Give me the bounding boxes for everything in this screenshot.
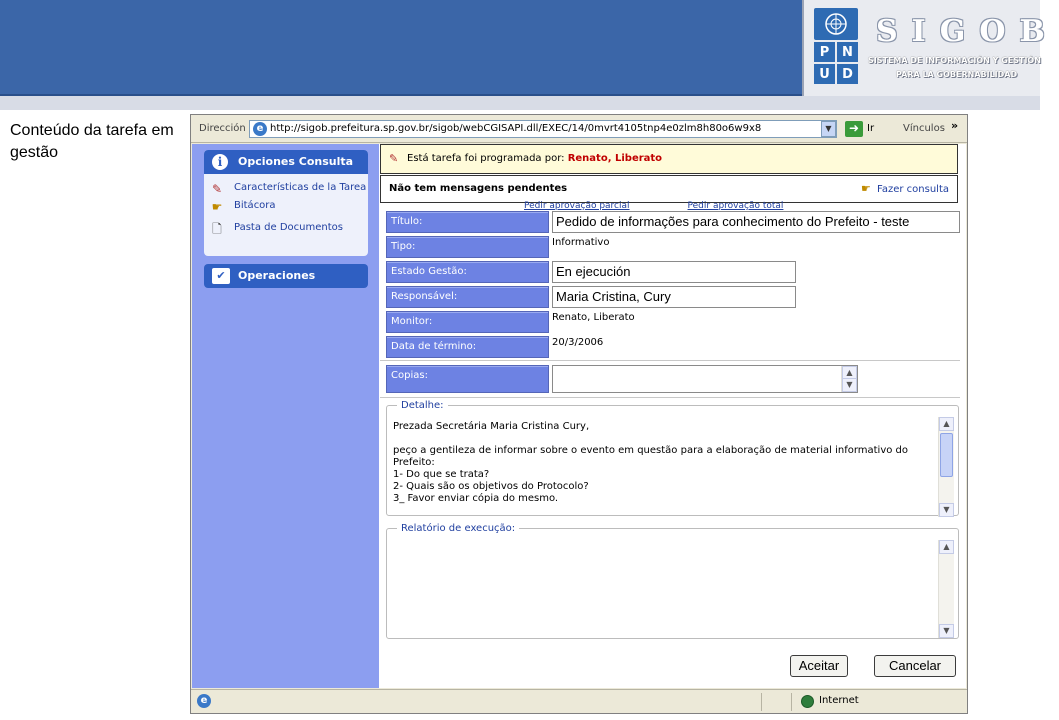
total-approval-link[interactable]: Pedir aprovação total (687, 201, 784, 211)
sidebar-item-label: Pasta de Documentos (234, 222, 343, 233)
address-bar (191, 115, 967, 143)
page-content (192, 144, 966, 688)
edit-icon: ✎ (211, 182, 223, 196)
type-value: Informativo (552, 237, 610, 248)
copies-field[interactable] (552, 365, 858, 393)
accept-button[interactable]: Aceitar (790, 655, 848, 677)
sigob-title: SIGOB (876, 14, 1059, 49)
chevron-right-icon[interactable]: » (951, 119, 959, 132)
slide-caption: Conteúdo da tarefa em gestão (10, 122, 174, 161)
report-box (386, 523, 959, 639)
task-form (380, 144, 966, 688)
scroll-up-icon[interactable]: ▲ (939, 417, 954, 431)
links-button[interactable]: Vínculos (903, 123, 945, 134)
options-panel-header[interactable] (204, 150, 368, 174)
ie-page-icon: e (253, 122, 267, 136)
report-legend: Relatório de execução: (401, 523, 516, 534)
status-field[interactable]: En ejecución (552, 261, 796, 283)
address-input[interactable]: http://sigob.prefeitura.sp.gov.br/sigob/webCGISAPI.dll/EXEC/14/0mvrt4105tnp4e0zlm8h80o6w9x8 (249, 120, 837, 138)
status-separator (791, 693, 792, 711)
cancel-button[interactable]: Cancelar (874, 655, 956, 677)
detail-legend: Detalhe: (401, 400, 444, 411)
checklist-icon: ✔ (212, 268, 230, 284)
type-label: Tipo: (386, 236, 549, 258)
header-band (0, 96, 1040, 110)
scrollbar[interactable] (841, 366, 857, 392)
browser-window (190, 114, 968, 714)
pointer-hand-icon: ☛ (211, 200, 223, 214)
security-zone (801, 695, 859, 706)
divider (380, 360, 960, 361)
monitor-label: Monitor: (386, 311, 549, 333)
programmed-by: Renato, Liberato (567, 153, 663, 164)
sidebar (192, 144, 379, 688)
title-field[interactable]: Pedido de informações para conhecimento do Prefeito - teste (552, 211, 960, 233)
undp-letter: D (837, 64, 858, 84)
options-panel (204, 150, 368, 256)
scroll-down-icon[interactable]: ▼ (842, 378, 857, 392)
edit-icon: ✎ (389, 152, 399, 165)
address-label: Dirección (199, 123, 246, 134)
sidebar-item-documents[interactable] (204, 222, 368, 234)
zone-label: Internet (819, 695, 859, 706)
messages-status: Não tem mensagens pendentes (389, 183, 568, 194)
sigob-subtitle: SISTEMA DE INFORMACIÓN Y GESTIÓN (868, 56, 1041, 65)
consult-label: Fazer consulta (877, 184, 949, 195)
sidebar-item-label: Bitácora (234, 200, 276, 211)
logo-area (802, 0, 1059, 96)
chevron-down-icon[interactable]: ▼ (821, 121, 836, 137)
globe-icon (801, 695, 814, 708)
partial-approval-link[interactable]: Pedir aprovação parcial (524, 201, 630, 211)
undp-letter: U (814, 64, 835, 84)
go-button[interactable]: Ir (867, 123, 875, 134)
status-label: Estado Gestão: (386, 261, 549, 283)
scroll-down-icon[interactable]: ▼ (939, 624, 954, 638)
title-label: Título: (386, 211, 549, 233)
detail-box (386, 400, 959, 516)
messages-bar (380, 175, 958, 203)
ie-page-icon: e (197, 694, 211, 708)
pointer-hand-icon: ☛ (861, 182, 871, 195)
scroll-up-icon[interactable]: ▲ (939, 540, 954, 554)
approval-links (524, 201, 841, 211)
monitor-value: Renato, Liberato (552, 312, 635, 323)
sigob-subtitle-2: PARA LA GOBERNABILIDAD (896, 70, 1018, 79)
responsible-field[interactable]: Maria Cristina, Cury (552, 286, 796, 308)
divider (380, 397, 960, 398)
go-arrow-icon[interactable]: ➜ (845, 121, 863, 137)
end-date-label: Data de término: (386, 336, 549, 358)
consult-link[interactable] (861, 176, 949, 203)
info-icon: i (212, 154, 228, 170)
sidebar-item-label: Características de la Tarea (234, 182, 367, 193)
sidebar-item-characteristics[interactable] (204, 182, 368, 194)
status-bar (191, 689, 967, 713)
copies-label: Copias: (386, 365, 549, 393)
scroll-up-icon[interactable]: ▲ (842, 366, 857, 380)
operations-panel-title: Operaciones (238, 269, 316, 282)
detail-scrollbar[interactable] (938, 417, 954, 517)
undp-letter: P (814, 42, 835, 62)
end-date-value: 20/3/2006 (552, 337, 604, 348)
status-separator (761, 693, 762, 711)
undp-letter: N (837, 42, 858, 62)
un-emblem-icon (814, 8, 858, 40)
sidebar-item-log[interactable] (204, 200, 368, 212)
document-icon: 🗋 (212, 222, 222, 236)
programmed-prefix: Está tarefa foi programada por: (407, 153, 565, 164)
scroll-down-icon[interactable]: ▼ (939, 503, 954, 517)
report-scrollbar[interactable] (938, 540, 954, 638)
options-panel-title: Opciones Consulta (238, 155, 354, 168)
detail-text[interactable]: Prezada Secretária Maria Cristina Cury, peço a gentileza de informar sobre o evento em questão para a elaboração de material informativo do Prefeito: 1- Do que se trata? 2- Quais são os objetivos do Protocolo? 3_ Favor enviar cópia do mesmo. (393, 421, 909, 504)
responsible-label: Responsável: (386, 286, 549, 308)
scroll-thumb[interactable] (940, 433, 953, 477)
undp-logo (814, 8, 858, 86)
programmed-notice (380, 144, 958, 174)
operations-panel-header[interactable] (204, 264, 368, 288)
